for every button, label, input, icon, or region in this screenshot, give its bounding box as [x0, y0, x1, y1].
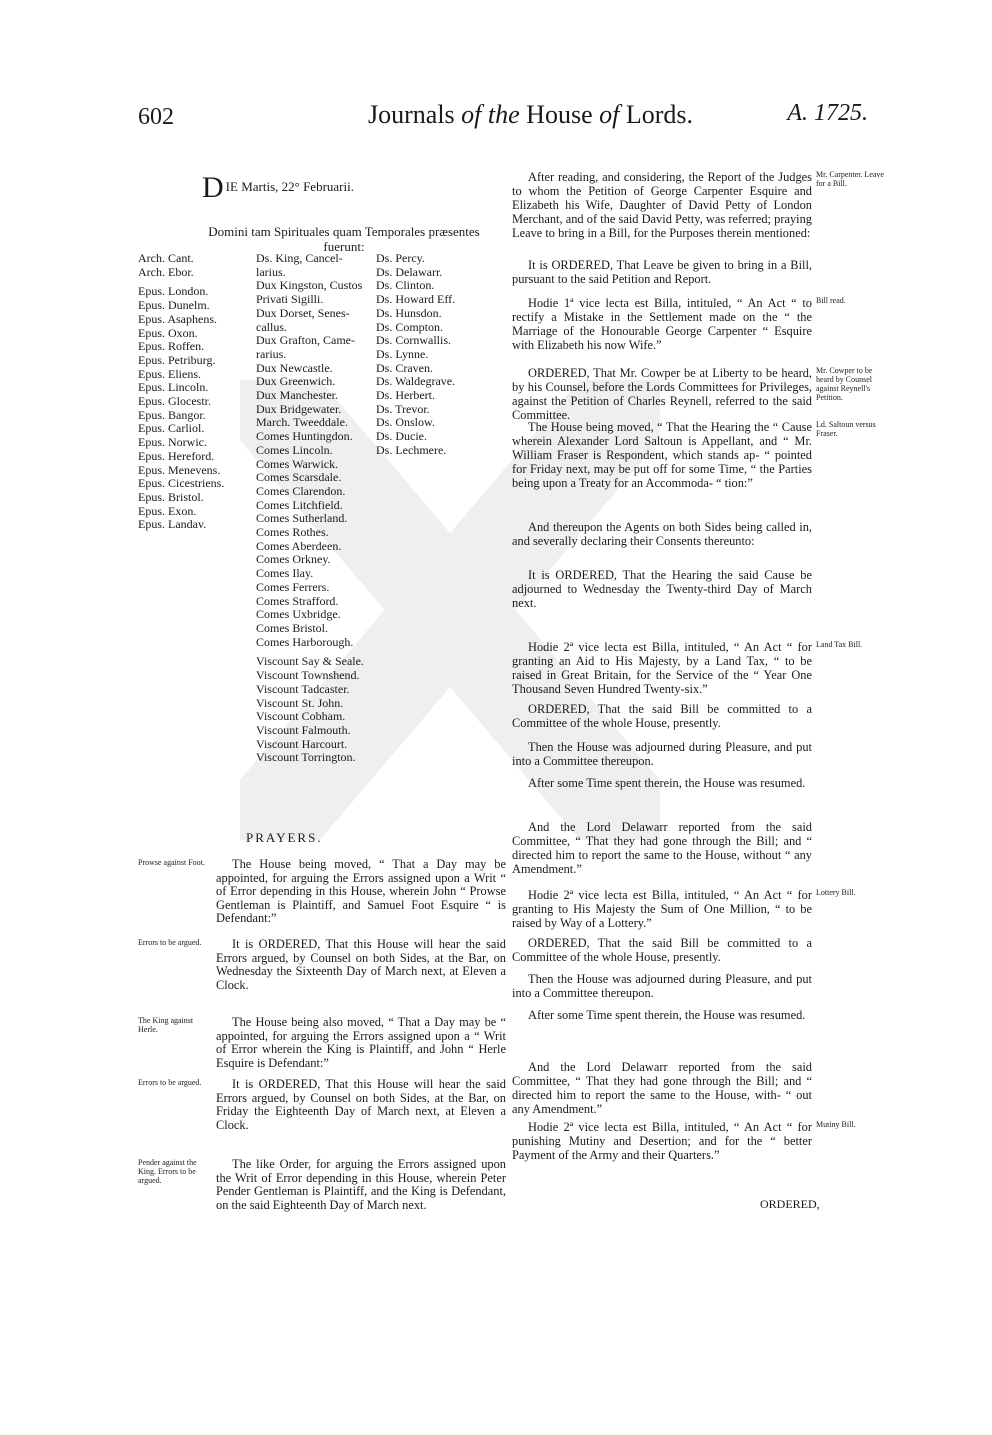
right-paragraph — [512, 888, 812, 930]
paragraph-text: Hodie 2ª vice lecta est Billa, intituled, “ An Act “ for granting to His Majesty the Sum of One Million, “ to be raised by Way of a Lottery.” — [512, 888, 812, 930]
page-number: 602 — [138, 104, 174, 130]
lord-name: Comes Lincoln. — [256, 442, 333, 457]
paragraph-text: The House being moved, “ That the Hearing the “ Cause wherein Alexander Lord Saltoun is Appellant, and “ Mr. William Fraser is Respondent, which stands ap- “ pointed for Friday next, may be put off for some Time, “ the Parties being upon a Treaty for an Accommoda- “ tion:” — [512, 420, 812, 490]
lord-name: Epus. Dunelm. — [138, 298, 210, 313]
title-word: Journals — [368, 100, 455, 129]
lord-name: Epus. Glocestr. — [138, 394, 211, 409]
lord-name: Comes Strafford. — [256, 593, 339, 608]
barons-list — [376, 252, 455, 458]
margin-note: Mr. Carpenter. Leave for a Bill. — [816, 170, 884, 188]
right-paragraph — [512, 1060, 812, 1116]
lord-name: Viscount Tadcaster. — [256, 681, 350, 696]
title-word: the — [487, 100, 520, 129]
lord-name: Comes Warwick. — [256, 456, 339, 471]
margin-note: Bill read. — [816, 296, 846, 305]
lord-name: Ds. Howard Eff. — [376, 292, 456, 307]
page-header — [138, 100, 868, 140]
paragraph-text: ORDERED, That Mr. Cowper be at Liberty to be heard, by his Counsel, before the Lords Committees for Privileges, against the Petition of Charles Reynell, referred to the said Committee. — [512, 366, 812, 422]
margin-note: Ld. Saltoun versus Fraser. — [816, 420, 876, 438]
paragraph-text: Then the House was adjourned during Pleasure, and put into a Committee thereupon. — [512, 972, 812, 1000]
lord-name: Epus. Asaphens. — [138, 311, 217, 326]
entry-text: The like Order, for arguing the Errors assigned upon the Writ of Error depending in this House, wherein Peter Pender Gentleman is Plaintiff, and the King is Defendant, on the said Eighteenth Day of March next. — [216, 1157, 506, 1212]
right-paragraph — [512, 936, 812, 964]
paragraph-text: ORDERED, That the said Bill be committed to a Committee of the whole House, presently. — [512, 702, 812, 730]
lord-name: Ds. Hunsdon. — [376, 305, 442, 320]
lord-name: Epus. Landav. — [138, 517, 207, 532]
lord-name: callus. — [256, 319, 287, 334]
lord-name: Comes Scarsdale. — [256, 470, 342, 485]
title-word: of — [461, 100, 482, 129]
lord-name: Viscount Falmouth. — [256, 722, 351, 737]
paragraph-text: After some Time spent therein, the House was resumed. — [528, 776, 806, 790]
session-date — [202, 171, 354, 204]
lord-name: Ds. Craven. — [376, 360, 433, 375]
entry-errors-1 — [138, 938, 506, 992]
entry-errors-2 — [138, 1078, 506, 1132]
right-paragraph — [512, 776, 812, 790]
lord-name: Comes Aberdeen. — [256, 538, 342, 553]
lord-name: Ds. Lynne. — [376, 346, 429, 361]
lord-name: Comes Sutherland. — [256, 511, 348, 526]
right-paragraph — [512, 296, 812, 352]
margin-note: Lottery Bill. — [816, 888, 856, 897]
lord-name: larius. — [256, 264, 286, 279]
attendance-heading: Domini tam Spirituales quam Temporales præsentes fuerunt: — [208, 224, 480, 254]
title-word: House — [526, 100, 593, 129]
paragraph-text: Hodie 2ª vice lecta est Billa, intituled, “ An Act “ for granting an Aid to His Majesty, by a Land Tax, “ to be raised in Great Britain, for the Service of the “ Year One Thousand Seven Hundred Twenty-six.” — [512, 640, 812, 696]
paragraph-text: Then the House was adjourned during Pleasure, and put into a Committee thereupon. — [512, 740, 812, 768]
entry-text: The House being moved, “ That a Day may be appointed, for arguing the Errors assigned upon a Writ “ of Error depending in this House, wherein John “ Prowse Gentleman is Plaintiff, and Samuel Foot Esquire “ is Defendant:” — [216, 857, 506, 926]
paragraph-text: ORDERED, That the said Bill be committed to a Committee of the whole House, presently. — [512, 936, 812, 964]
lord-name: Ds. Lechmere. — [376, 442, 447, 457]
lord-name: Dux Grafton, Came- — [256, 333, 355, 348]
lord-name: Epus. London. — [138, 284, 209, 299]
paragraph-text: After some Time spent therein, the House was resumed. — [528, 1008, 806, 1022]
lord-name: Arch. Cant. — [138, 251, 194, 265]
lord-name: Viscount Harcourt. — [256, 736, 348, 751]
lord-name: Viscount Say & Seale. — [256, 654, 364, 669]
lord-name: Epus. Roffen. — [138, 339, 205, 354]
paragraph-text: And the Lord Delawarr reported from the said Committee, “ That they had gone through the Bill; and “ directed him to report the same to the House, with- “ out any Amendment.” — [512, 1060, 812, 1116]
lord-name: Dux Kingston, Custos — [256, 278, 363, 293]
lord-name: Ds. Delawarr. — [376, 264, 443, 279]
lord-name: Dux Manchester. — [256, 388, 338, 403]
lord-name: Epus. Lincoln. — [138, 380, 209, 395]
lord-name: Ds. Compton. — [376, 319, 444, 334]
lord-name: Ds. King, Cancel- — [256, 251, 343, 265]
lord-name: Viscount Townshend. — [256, 668, 360, 683]
right-paragraph — [512, 1120, 812, 1162]
margin-note: Errors to be argued. — [138, 938, 202, 947]
lord-name: Comes Litchfield. — [256, 497, 343, 512]
lord-name: Privati Sigilli. — [256, 292, 324, 307]
catchword: ORDERED, — [760, 1197, 820, 1211]
lord-name: Ds. Onslow. — [376, 415, 435, 430]
lord-name: Dux Newcastle. — [256, 360, 333, 375]
lord-name: Epus. Menevens. — [138, 462, 221, 477]
paragraph-text: It is ORDERED, That the Hearing the said Cause be adjourned to Wednesday the Twenty-third Day of March next. — [512, 568, 812, 610]
margin-note: Mutiny Bill. — [816, 1120, 856, 1129]
title-word: of — [599, 100, 620, 129]
right-paragraph — [512, 420, 812, 490]
lord-name: Arch. Ebor. — [138, 264, 194, 279]
lord-name: Ds. Ducie. — [376, 429, 427, 444]
title-word: Lords. — [625, 100, 694, 129]
lord-name: Ds. Clinton. — [376, 278, 435, 293]
lord-name: Epus. Hereford. — [138, 448, 215, 463]
right-paragraph — [512, 520, 812, 548]
right-paragraph — [512, 258, 812, 286]
lord-name: Epus. Norwic. — [138, 435, 207, 450]
year-label: A. 1725. — [787, 100, 868, 126]
date-text: IE Martis, 22° Februarii. — [225, 179, 354, 194]
entry-king-herle — [138, 1016, 506, 1070]
lord-name: Epus. Cicestriens. — [138, 476, 225, 491]
lords-temporal-list — [256, 252, 364, 765]
lord-name: Comes Rothes. — [256, 525, 329, 540]
margin-note: Prowse against Foot. — [138, 858, 205, 867]
prayers-heading: PRAYERS. — [246, 830, 323, 845]
lord-name: Comes Uxbridge. — [256, 607, 341, 622]
lord-name: Ds. Trevor. — [376, 401, 430, 416]
lord-name: Comes Clarendon. — [256, 483, 346, 498]
lord-name: Dux Bridgewater. — [256, 401, 342, 416]
lord-name: Comes Ferrers. — [256, 579, 330, 594]
drop-cap: D — [202, 171, 224, 204]
paragraph-text: And thereupon the Agents on both Sides being called in, and severally declaring their Consents thereunto: — [512, 520, 812, 548]
entry-text: The House being also moved, “ That a Day may be “ appointed, for arguing the Errors assigned upon a “ Writ of Error wherein the King is Plaintiff, and John “ Herle Esquire is Defendant:” — [216, 1015, 506, 1070]
running-title — [368, 100, 693, 130]
lord-name: Epus. Oxon. — [138, 325, 198, 340]
lord-name: Epus. Carliol. — [138, 421, 205, 436]
lord-name: Comes Ilay. — [256, 566, 314, 581]
lord-name: Epus. Bristol. — [138, 489, 204, 504]
lord-name: Viscount St. John. — [256, 695, 344, 710]
right-paragraph — [512, 740, 812, 768]
lord-name: Epus. Exon. — [138, 503, 197, 518]
lord-name: Ds. Cornwallis. — [376, 333, 451, 348]
lord-name: rarius. — [256, 346, 287, 361]
right-paragraph — [512, 170, 812, 240]
margin-note: Land Tax Bill. — [816, 640, 863, 649]
lords-spiritual-list — [138, 252, 224, 532]
lord-name: Viscount Torrington. — [256, 750, 356, 765]
lord-name: Ds. Herbert. — [376, 388, 435, 403]
paragraph-text: Hodie 1ª vice lecta est Billa, intituled, “ An Act “ to rectify a Mistake in the Settlement made on the “ the Marriage of the Honourable George Carpenter “ Esquire with Elizabeth his now Wife.” — [512, 296, 812, 352]
right-paragraph — [512, 820, 812, 876]
lord-name: Epus. Petriburg. — [138, 352, 216, 367]
margin-note: Pender against the King. Errors to be argued. — [138, 1158, 197, 1185]
entry-text: It is ORDERED, That this House will hear the said Errors argued, by Counsel on both Sides, at the Bar, on Wednesday the Sixteenth Day of March next, at Eleven a Clock. — [216, 937, 506, 992]
paragraph-text: After reading, and considering, the Report of the Judges to whom the Petition of George Carpenter Esquire and Elizabeth his Wife, Daughter of David Petty of London Merchant, and of the said David Petty, was referred; praying Leave to bring in a Bill, for the Purposes therein mentioned: — [512, 170, 812, 240]
right-paragraph — [512, 972, 812, 1000]
right-paragraph — [512, 568, 812, 610]
lord-name: Ds. Waldegrave. — [376, 374, 456, 389]
lord-name: Epus. Bangor. — [138, 407, 206, 422]
margin-note: Mr. Cowper to be heard by Counsel against Reynell's Petition. — [816, 366, 873, 402]
paragraph-text: Hodie 2ª vice lecta est Billa, intituled, “ An Act “ for punishing Mutiny and Desertion; and for the “ better Payment of the Army and their Quarters.” — [512, 1120, 812, 1162]
entry-prowse — [138, 858, 506, 926]
entry-pender — [138, 1158, 506, 1212]
lord-name: Epus. Eliens. — [138, 366, 201, 381]
right-paragraph — [512, 1008, 812, 1022]
margin-note: The King against Herle. — [138, 1016, 194, 1034]
lord-name: Comes Harborough. — [256, 634, 354, 649]
lord-name: Ds. Percy. — [376, 251, 425, 265]
right-paragraph — [512, 366, 812, 422]
margin-note: Errors to be argued. — [138, 1078, 202, 1087]
lord-name: Dux Greenwich. — [256, 374, 336, 389]
paragraph-text: And the Lord Delawarr reported from the said Committee, “ That they had gone through the Bill; and “ directed him to report the same to the House, without “ any Amendment.” — [512, 820, 812, 876]
lord-name: March. Tweeddale. — [256, 415, 348, 430]
lord-name: Dux Dorset, Senes- — [256, 305, 350, 320]
lord-name: Comes Bristol. — [256, 620, 329, 635]
lord-name: Comes Huntingdon. — [256, 429, 353, 444]
lord-name: Viscount Cobham. — [256, 709, 346, 724]
right-paragraph — [512, 702, 812, 730]
lord-name: Comes Orkney. — [256, 552, 331, 567]
entry-text: It is ORDERED, That this House will hear the said Errors argued, by Counsel on both Sides, at the Bar, on Friday the Eighteenth Day of March next, at Eleven a Clock. — [216, 1077, 506, 1132]
paragraph-text: It is ORDERED, That Leave be given to bring in a Bill, pursuant to the said Petition and Report. — [512, 258, 812, 286]
right-paragraph — [512, 640, 812, 696]
